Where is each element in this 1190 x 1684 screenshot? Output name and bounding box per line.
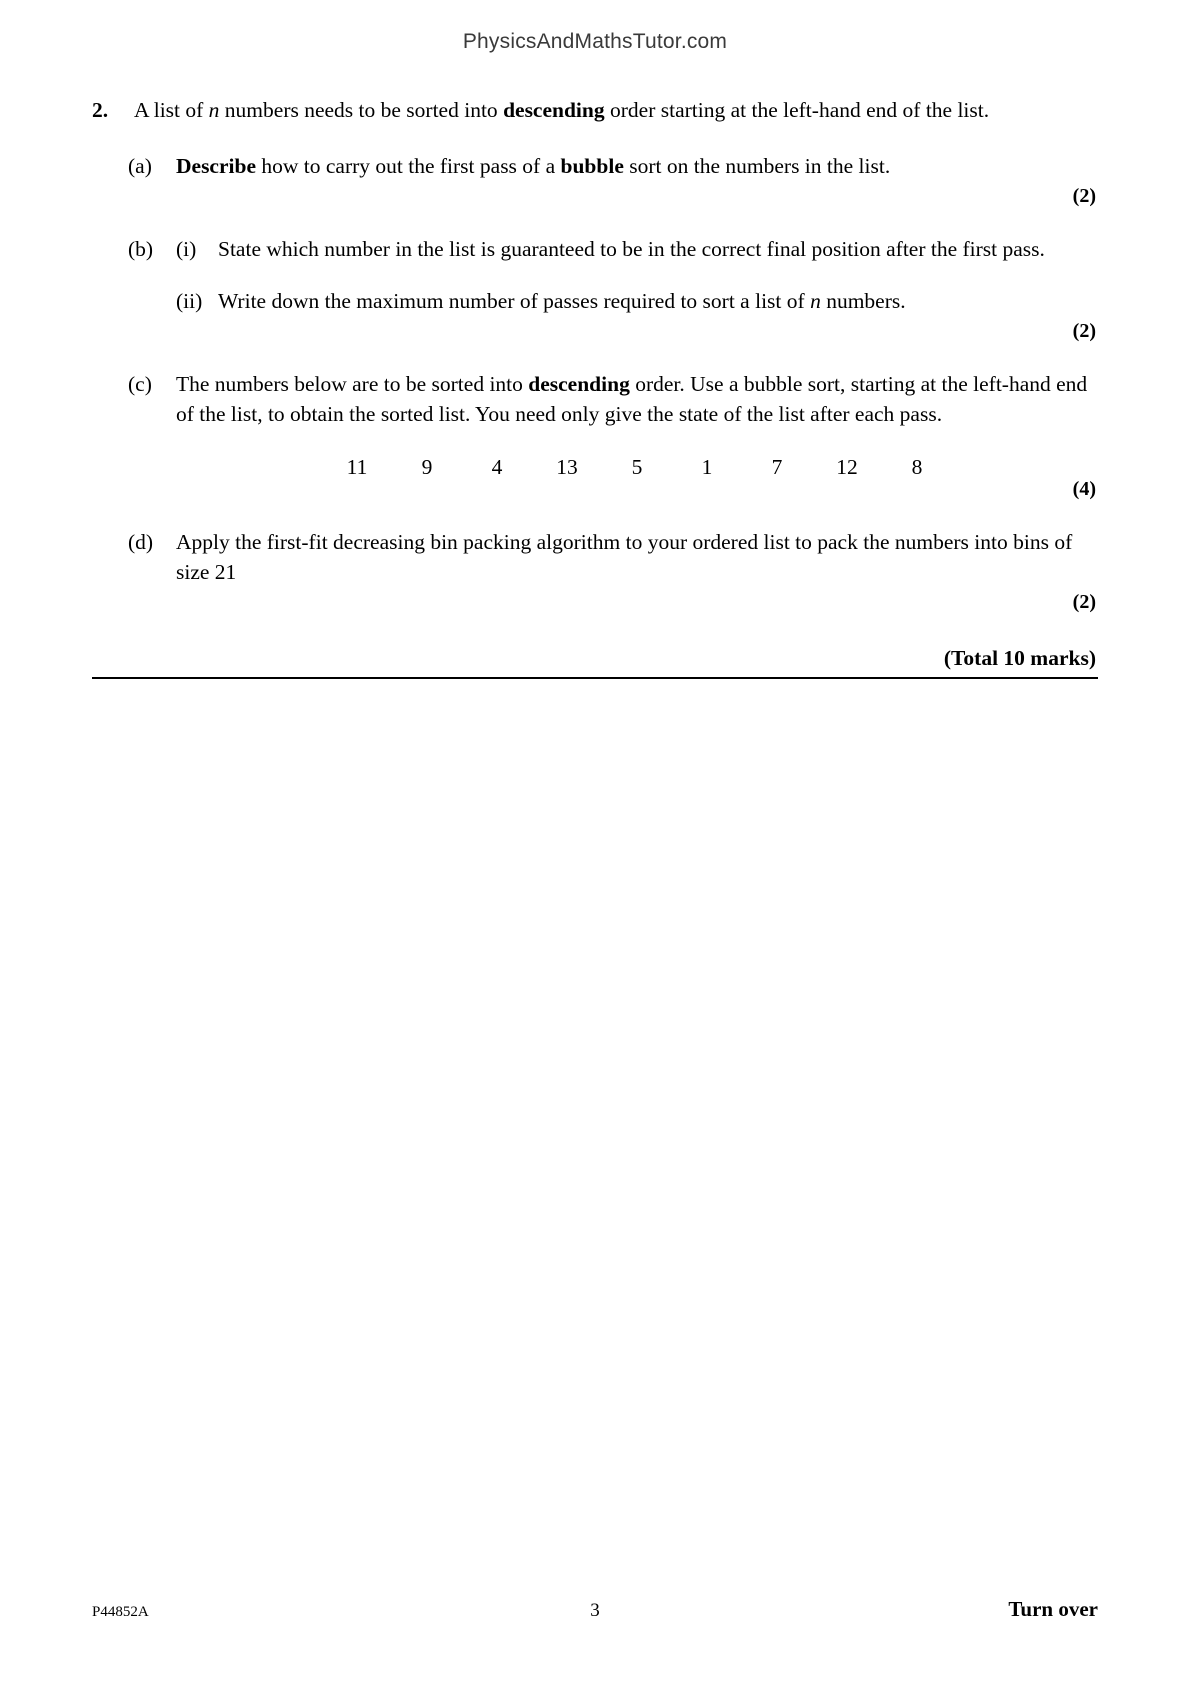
part-b-ii-text-1: Write down the maximum number of passes required to sort a list of [218,289,811,313]
part-d-marks: (2) [1072,591,1096,613]
part-a [92,151,1098,181]
question-content [92,95,1098,679]
part-b-ii-text [218,286,1098,316]
number-item: 5 [631,455,643,479]
part-a-emphasis-bubble: bubble [560,154,624,178]
part-b-i-text: State which number in the list is guaranteed to be in the correct final position after the first pass. [218,237,1045,261]
part-b-ii-text-2: numbers. [820,289,906,313]
part-a-command-word: Describe [176,154,256,178]
site-watermark: PhysicsAndMathsTutor.com [462,30,728,53]
part-d-label: (d) [128,530,154,554]
part-b-ii-variable-n: n [810,289,821,313]
question-stem-row [92,95,1098,125]
part-c-marks: (4) [1072,478,1096,500]
part-b-i [176,234,1098,264]
part-a-text-2: sort on the numbers in the list. [623,154,891,178]
part-b [92,234,1098,316]
part-c-text [176,369,1098,429]
number-item: 8 [911,455,923,479]
part-b-i-label: (i) [176,237,197,261]
question-divider [92,677,1098,679]
page-number: 3 [590,1600,600,1621]
stem-variable-n: n [208,98,220,122]
question-total-marks: (Total 10 marks) [943,646,1096,670]
number-item: 9 [421,455,433,479]
turn-over-label: Turn over [1008,1597,1098,1621]
stem-text-1: A list of [134,98,209,122]
part-c-label: (c) [128,372,152,396]
part-c [92,369,1098,429]
number-item: 13 [556,455,578,479]
part-a-text [176,151,1098,181]
number-item: 12 [836,455,858,479]
part-b-marks: (2) [1072,320,1096,342]
part-d-text: Apply the first-fit decreasing bin packing algorithm to your ordered list to pack the numbers into bins of size 21 [176,530,1073,584]
part-c-text-1: The numbers below are to be sorted into [176,372,529,396]
number-item: 1 [701,455,713,479]
part-b-ii-label: (ii) [176,289,203,313]
part-a-text-1: how to carry out the first pass of a [256,154,561,178]
stem-emphasis-descending: descending [503,98,605,122]
part-a-marks: (2) [1072,185,1096,207]
part-b-ii [176,286,1098,316]
part-b-label: (b) [128,237,154,261]
part-b-body [176,234,1098,316]
part-d [92,527,1098,587]
question-stem [134,95,1098,125]
stem-text-2: numbers needs to be sorted into [219,98,504,122]
part-a-label: (a) [128,154,152,178]
number-item: 7 [771,455,783,479]
number-item: 4 [491,455,503,479]
stem-text-3: order starting at the left-hand end of the list. [604,98,990,122]
part-c-number-list [322,455,962,480]
question-number: 2. [92,98,109,122]
page-footer [92,1597,1098,1622]
paper-code: P44852A [92,1604,149,1620]
number-item: 11 [346,455,368,479]
part-c-emphasis-descending: descending [528,372,630,396]
part-c-text-2: order. Use a bubble sort, starting at the left-hand end of the list, to obtain the sorted list. You need only give the state of the list after each pass. [176,372,1088,426]
